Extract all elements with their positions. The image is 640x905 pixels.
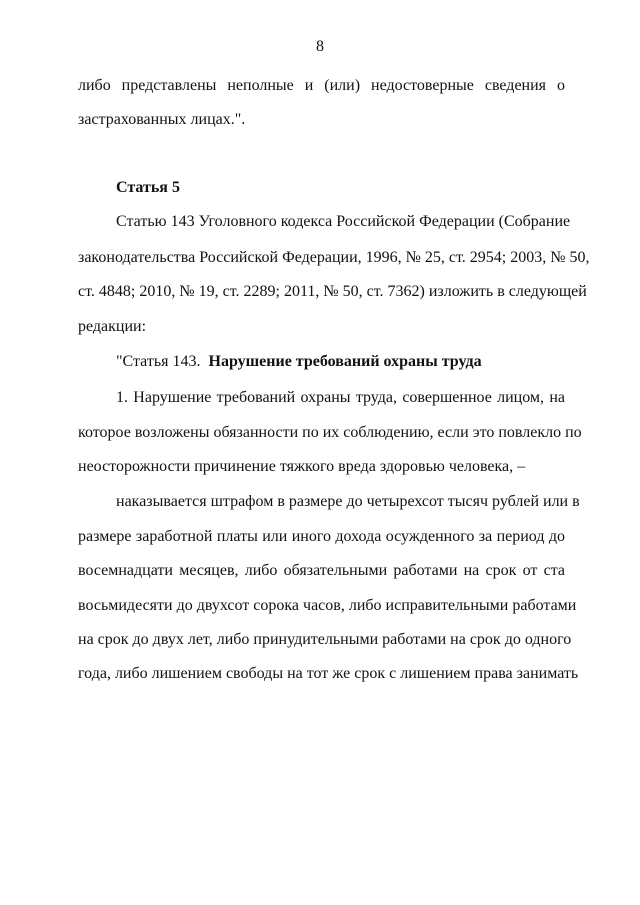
page-number: 8 <box>316 38 324 55</box>
text-line: которое возложены обязанности по их соблюдению, если это повлекло по <box>78 424 582 441</box>
article-heading: Статья 5 <box>116 179 180 196</box>
article-title: Нарушение требований охраны труда <box>208 353 482 370</box>
text-line: года, либо лишением свободы на тот же срок с лишением права занимать <box>78 665 579 682</box>
text-line: восьмидесяти до двухсот сорока часов, либо исправительными работами <box>78 597 577 614</box>
text-line: 1. Нарушение требований охраны труда, совершенное лицом, на <box>116 389 565 406</box>
quoted-article-title <box>116 352 482 372</box>
text-line: на срок до двух лет, либо принудительными работами на срок до одного <box>78 631 572 648</box>
text-line: размере заработной платы или иного дохода осужденного за период до <box>78 528 565 545</box>
text-line: законодательства Российской Федерации, 1996, № 25, ст. 2954; 2003, № 50, <box>78 249 590 266</box>
text-line: Статью 143 Уголовного кодекса Российской Федерации (Собрание <box>116 213 571 230</box>
quote-prefix: "Статья 143. <box>116 353 201 370</box>
text-line: либо представлены неполные и (или) недостоверные сведения о <box>78 77 565 94</box>
text-line: ст. 4848; 2010, № 19, ст. 2289; 2011, № 50, ст. 7362) изложить в следующей <box>78 283 587 300</box>
text-line: восемнадцати месяцев, либо обязательными работами на срок от ста <box>78 562 565 579</box>
text-line: редакции: <box>78 318 147 335</box>
text-line: застрахованных лицах.". <box>78 111 246 128</box>
text-line: неосторожности причинение тяжкого вреда здоровью человека, – <box>78 458 526 475</box>
text-line: наказывается штрафом в размере до четырехсот тысяч рублей или в <box>116 493 580 510</box>
